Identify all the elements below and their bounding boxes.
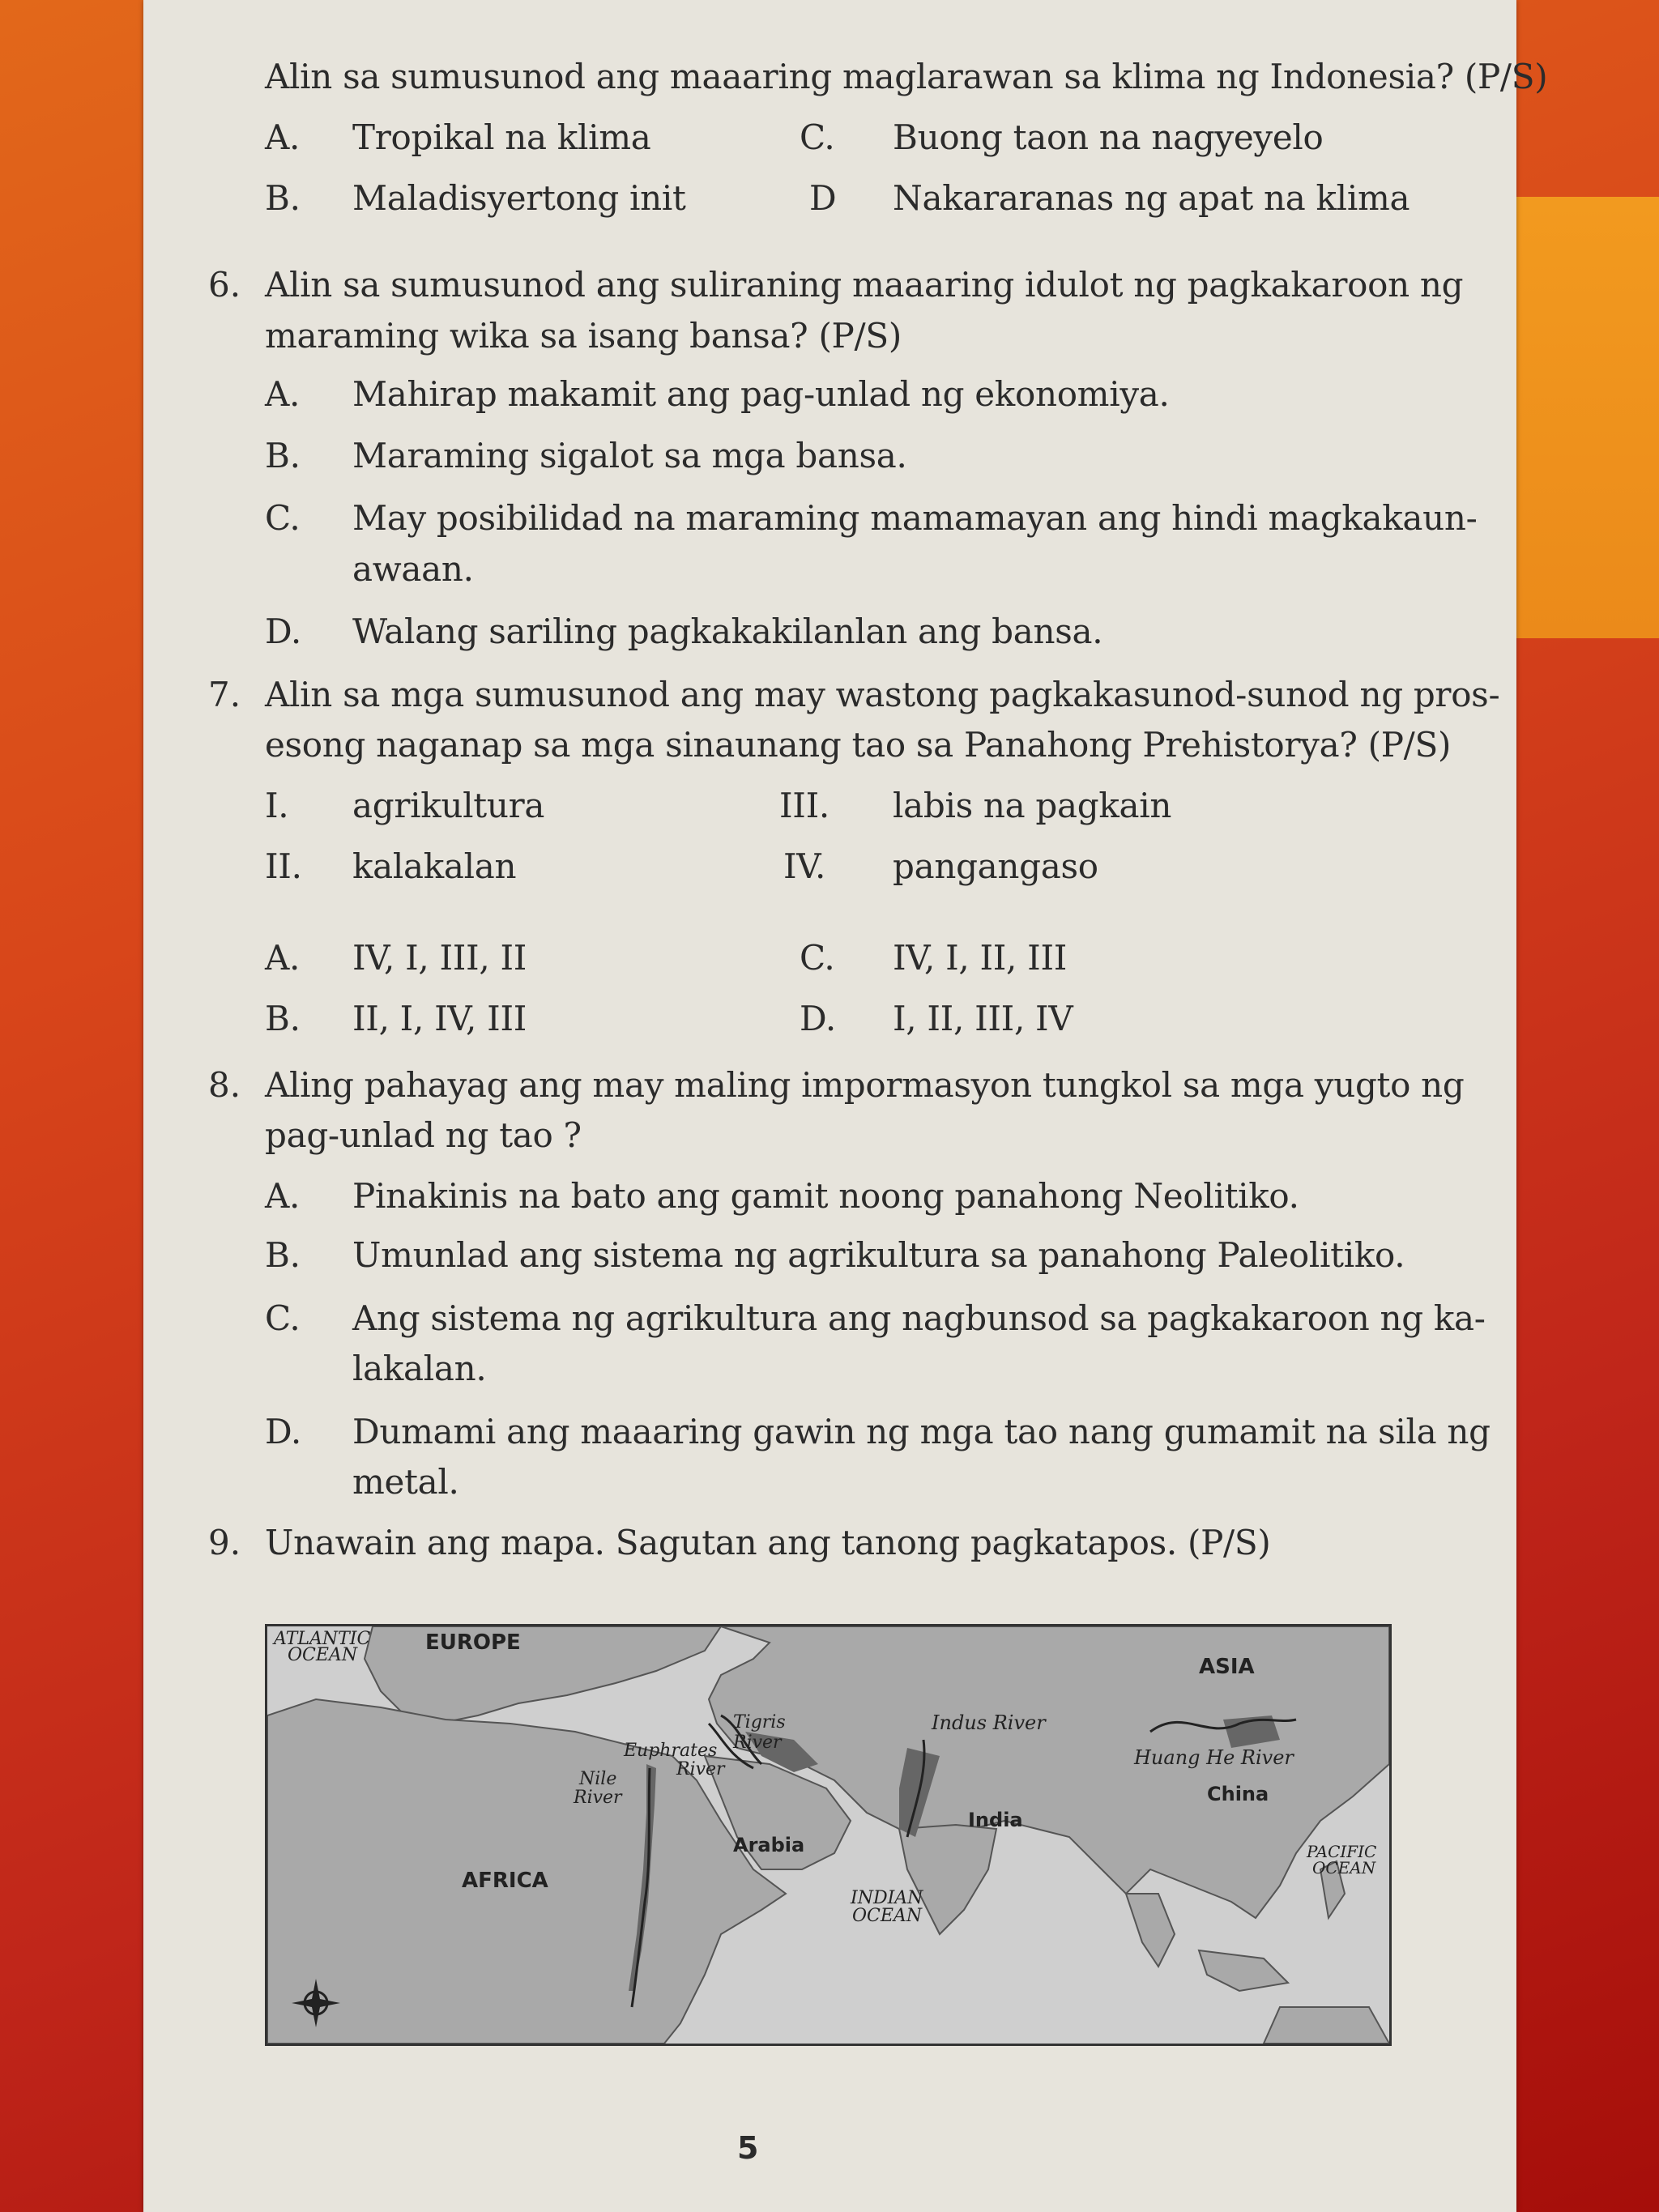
q8-number: 8. xyxy=(208,1065,241,1105)
map-label-africa: AFRICA xyxy=(462,1869,548,1893)
q5-option-c-letter: C. xyxy=(800,117,835,157)
map-label-huang-he: Huang He River xyxy=(1134,1746,1294,1769)
q7-option-b-letter: B. xyxy=(265,999,301,1038)
q6-option-c-line-2: awaan. xyxy=(352,549,474,589)
q7-option-d-letter: D. xyxy=(800,999,836,1038)
q6-option-d: Walang sariling pagkakakilanlan ang bansa. xyxy=(352,612,1103,651)
q7-stem-line-2: esong naganap sa mga sinaunang tao sa Panahong Prehistorya? (P/S) xyxy=(265,725,1452,765)
q6-option-a: Mahirap makamit ang pag-unlad ng ekonomiya. xyxy=(352,374,1170,414)
page-number: 5 xyxy=(737,2130,759,2166)
map-label-nile-1: Nile xyxy=(579,1769,617,1789)
q6-option-c-letter: C. xyxy=(265,498,301,538)
q7-option-c: IV, I, II, III xyxy=(893,938,1068,978)
map-label-china: China xyxy=(1207,1783,1269,1805)
q6-stem-line-2: maraming wika sa isang bansa? (P/S) xyxy=(265,316,902,356)
q7-option-a-letter: A. xyxy=(265,938,301,978)
q8-stem-line-1: Aling pahayag ang may maling impormasyon tungkol sa mga yugto ng xyxy=(265,1065,1465,1105)
map-label-atlantic-2: OCEAN xyxy=(288,1645,358,1665)
q6-number: 6. xyxy=(208,265,241,305)
map-svg xyxy=(267,1626,1389,2044)
q7-item-ii-numeral: II. xyxy=(265,846,302,886)
q8-option-b: Umunlad ang sistema ng agrikultura sa panahong Paleolitiko. xyxy=(352,1235,1405,1275)
map-label-europe: EUROPE xyxy=(425,1630,521,1655)
q9-stem: Unawain ang mapa. Sagutan ang tanong pagkatapos. (P/S) xyxy=(265,1523,1271,1562)
q7-item-iv-numeral: IV. xyxy=(783,846,826,886)
q8-option-a: Pinakinis na bato ang gamit noong panahong Neolitiko. xyxy=(352,1176,1299,1216)
map-label-atlantic-1: ATLANTIC xyxy=(274,1629,371,1649)
map-label-tigris-1: Tigris xyxy=(733,1712,786,1733)
q8-option-c-line-2: lakalan. xyxy=(352,1349,487,1388)
q5-option-b: Maladisyertong init xyxy=(352,178,686,218)
q5-option-a-letter: A. xyxy=(265,117,301,157)
map-label-nile-2: River xyxy=(574,1788,622,1808)
q7-item-i: agrikultura xyxy=(352,786,545,825)
q7-item-iv: pangangaso xyxy=(893,846,1098,886)
q8-option-d-line-1: Dumami ang maaaring gawin ng mga tao nang gumamit na sila ng xyxy=(352,1412,1491,1451)
q7-stem-line-1: Alin sa mga sumusunod ang may wastong pagkakasunod-sunod ng pros- xyxy=(265,675,1500,714)
q8-option-b-letter: B. xyxy=(265,1235,301,1275)
map-label-arabia: Arabia xyxy=(733,1834,805,1856)
q5-stem: Alin sa sumusunod ang maaaring maglarawan sa klima ng Indonesia? (P/S) xyxy=(265,57,1548,96)
q5-option-c: Buong taon na nagyeyelo xyxy=(893,117,1324,157)
q8-stem-line-2: pag-unlad ng tao ? xyxy=(265,1115,582,1155)
q8-option-a-letter: A. xyxy=(265,1176,301,1216)
australia-landmass xyxy=(1264,2007,1389,2044)
q9-number: 9. xyxy=(208,1523,241,1562)
q7-item-ii: kalakalan xyxy=(352,846,517,886)
q5-option-d-letter: D xyxy=(809,178,837,218)
q6-stem-line-1: Alin sa sumusunod ang suliraning maaaring idulot ng pagkakaroon ng xyxy=(265,265,1464,305)
q8-option-d-letter: D. xyxy=(265,1412,301,1451)
q8-option-c-line-1: Ang sistema ng agrikultura ang nagbunsod sa pagkakaroon ng ka- xyxy=(352,1298,1486,1338)
map-label-india: India xyxy=(968,1809,1023,1831)
map-label-indian-1: INDIAN xyxy=(851,1888,923,1908)
map-label-tigris-2: River xyxy=(733,1733,782,1753)
map-label-euphrates-1: Euphrates xyxy=(624,1741,718,1761)
map-label-euphrates-2: River xyxy=(676,1759,725,1779)
q7-option-c-letter: C. xyxy=(800,938,835,978)
map-label-indian-2: OCEAN xyxy=(852,1906,923,1926)
q7-option-b: II, I, IV, III xyxy=(352,999,527,1038)
map-label-indus: Indus River xyxy=(932,1711,1046,1734)
map-label-pacific-2: OCEAN xyxy=(1312,1858,1376,1877)
q5-option-d: Nakararanas ng apat na klima xyxy=(893,178,1410,218)
worksheet-page xyxy=(143,0,1548,2212)
q6-option-c-line-1: May posibilidad na maraming mamamayan ang hindi magkakaun- xyxy=(352,498,1478,538)
q7-number: 7. xyxy=(208,675,241,714)
q8-option-c-letter: C. xyxy=(265,1298,301,1338)
q7-item-iii: labis na pagkain xyxy=(893,786,1172,825)
q7-item-i-numeral: I. xyxy=(265,786,289,825)
q6-option-b-letter: B. xyxy=(265,436,301,475)
q5-option-a: Tropikal na klima xyxy=(352,117,651,157)
q6-option-b: Maraming sigalot sa mga bansa. xyxy=(352,436,907,475)
q7-option-a: IV, I, III, II xyxy=(352,938,527,978)
map-label-pacific-1: PACIFIC xyxy=(1307,1842,1377,1861)
q7-option-d: I, II, III, IV xyxy=(893,999,1073,1038)
q8-option-d-line-2: metal. xyxy=(352,1462,459,1502)
q6-option-d-letter: D. xyxy=(265,612,301,651)
q6-option-a-letter: A. xyxy=(265,374,301,414)
river-civilizations-map xyxy=(265,1624,1392,2046)
q5-option-b-letter: B. xyxy=(265,178,301,218)
orange-accent-block xyxy=(1516,197,1659,638)
q7-item-iii-numeral: III. xyxy=(779,786,830,825)
map-label-asia: ASIA xyxy=(1199,1655,1255,1679)
